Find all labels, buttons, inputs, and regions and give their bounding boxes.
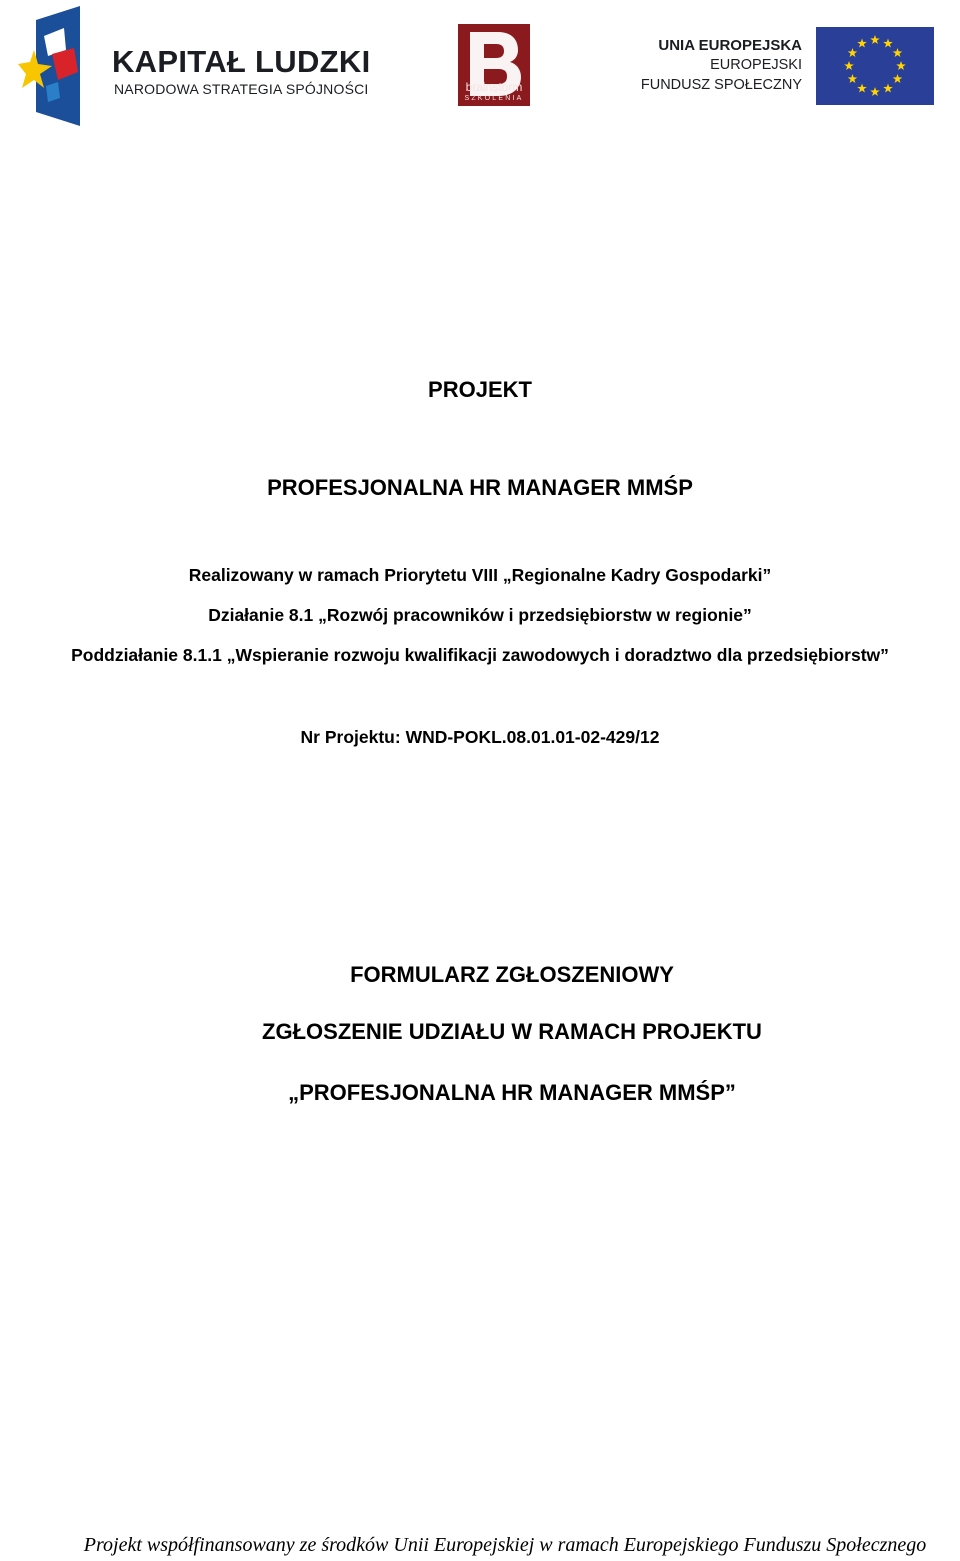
brainstorm-tagline: SZKOLENIA [464, 95, 524, 102]
kapital-ludzki-logo-icon [8, 6, 84, 126]
subaction-line: Poddziałanie 8.1.1 „Wspieranie rozwoju kwalifikacji zawodowych i doradztwo dla przedsiębiorstw” [71, 645, 889, 665]
eu-label-line2: EUROPEJSKI [710, 57, 802, 73]
priority-line: Realizowany w ramach Priorytetu VIII „Regionalne Kadry Gospodarki” [188, 565, 772, 585]
cofinancing-footer: Projekt współfinansowany ze środków Unii Europejskiej w ramach Europejskiego Funduszu Społecznego [83, 1534, 927, 1556]
project-name: PROFESJONALNA HR MANAGER MMŚP [267, 475, 693, 500]
eu-label-line3: FUNDUSZ SPOŁECZNY [640, 77, 802, 93]
brainstorm-name: brainstorm [465, 80, 523, 94]
document-heading: PROJEKT [428, 377, 532, 402]
project-number: Nr Projektu: WND-POKL.08.01.01-02-429/12 [300, 727, 660, 747]
kapital-ludzki-name: KAPITAŁ LUDZKI [112, 44, 371, 79]
action-line: Działanie 8.1 „Rozwój pracowników i przedsiębiorstw w regionie” [208, 605, 752, 625]
form-project-name: „PROFESJONALNA HR MANAGER MMŚP” [288, 1080, 736, 1105]
eu-flag-icon [816, 27, 934, 105]
form-subtitle: ZGŁOSZENIE UDZIAŁU W RAMACH PROJEKTU [262, 1019, 762, 1044]
kapital-ludzki-subtitle: NARODOWA STRATEGIA SPÓJNOŚCI [114, 81, 369, 97]
form-title: FORMULARZ ZGŁOSZENIOWY [350, 962, 674, 987]
eu-label-line1: UNIA EUROPEJSKA [658, 37, 802, 54]
